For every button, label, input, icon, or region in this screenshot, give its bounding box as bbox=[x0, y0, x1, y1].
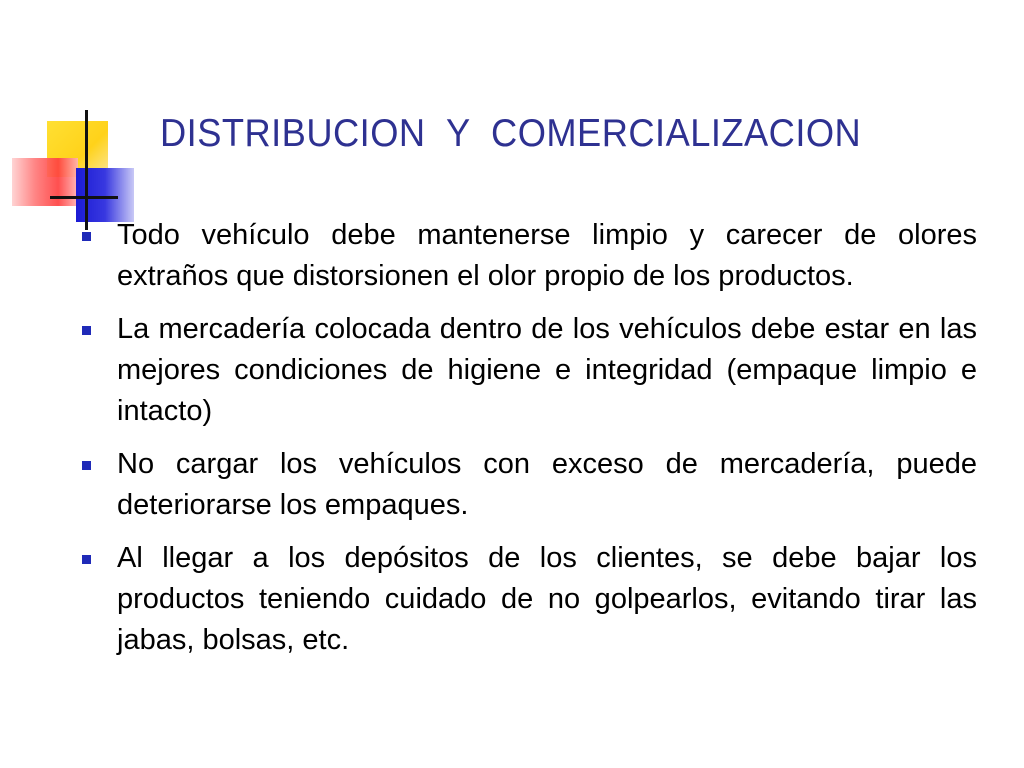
square-bullet-icon bbox=[82, 461, 91, 470]
bullet-item bbox=[117, 215, 977, 297]
bullet-text: La mercadería colocada dentro de los vehículos debe estar en las mejores condiciones de higiene e integridad (empaque limpio e intacto) bbox=[117, 313, 977, 427]
bullet-text: Todo vehículo debe mantenerse limpio y carecer de olores extraños que distorsionen el olor propio de los productos. bbox=[117, 219, 977, 292]
bullet-item bbox=[117, 444, 977, 526]
square-bullet-icon bbox=[82, 326, 91, 335]
logo-vertical-line bbox=[85, 110, 88, 230]
bullet-text: No cargar los vehículos con exceso de mercadería, puede deteriorarse los empaques. bbox=[117, 448, 977, 521]
bullet-text: Al llegar a los depósitos de los clientes, se debe bajar los productos teniendo cuidado de no golpearlos, evitando tirar las jabas, bolsas, etc. bbox=[117, 542, 977, 656]
decorative-logo-icon bbox=[0, 0, 140, 240]
bullet-item bbox=[117, 538, 977, 661]
logo-horizontal-line bbox=[50, 196, 118, 199]
square-bullet-icon bbox=[82, 232, 91, 241]
bullet-list bbox=[117, 215, 977, 673]
slide-title: DISTRIBUCION Y COMERCIALIZACION bbox=[160, 112, 862, 155]
bullet-item bbox=[117, 309, 977, 432]
square-bullet-icon bbox=[82, 555, 91, 564]
